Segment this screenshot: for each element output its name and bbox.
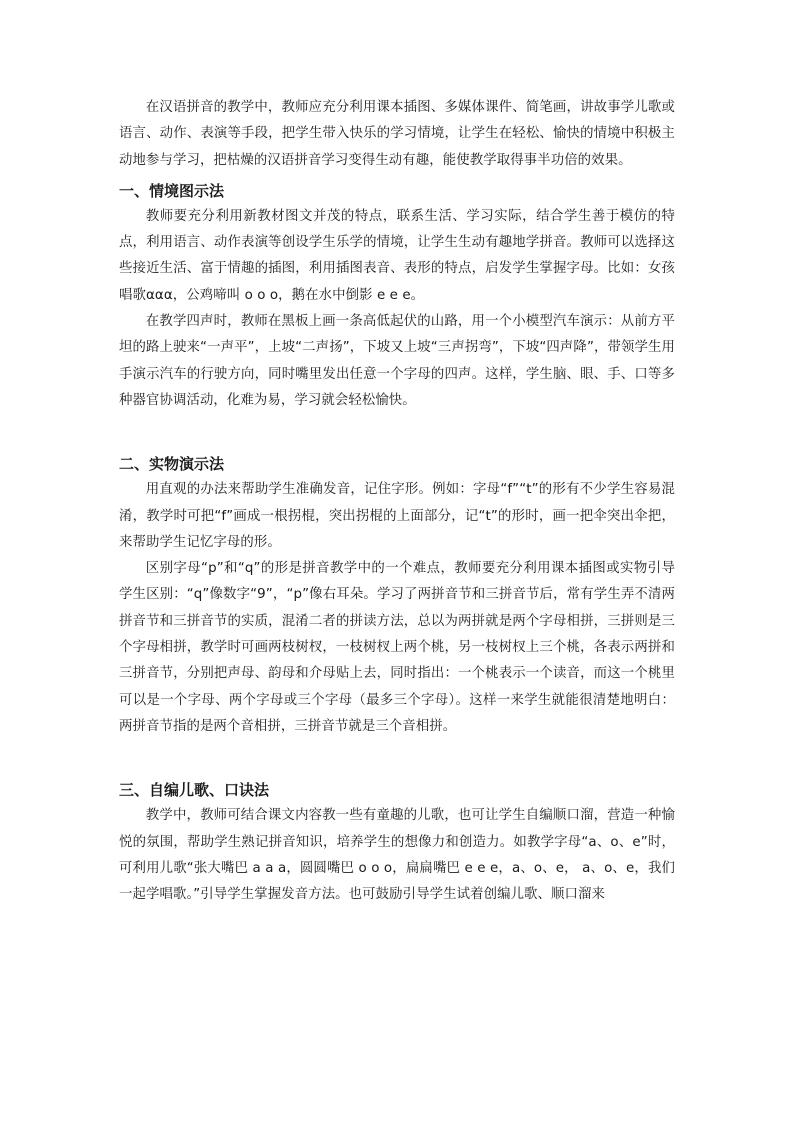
section-1-paragraph-2: 在教学四声时，教师在黑板上画一条高低起伏的山路，用一个小模型汽车演示：从前方平坦的路上驶来“一声平”，上坡“二声扬”，下坡又上坡“三声拐弯”，下坡“四声降”，带领学生用手演示汽车的行驶方向，同时嘴里发出任意一个字母的四声。这样，学生脑、眼、手、口等多种器官协调活动，化难为易，学习就会轻松愉快。	[119, 314, 675, 408]
document-page	[119, 95, 675, 908]
section-spacer	[119, 740, 675, 773]
section-2-paragraph-1: 用直观的办法来帮助学生准确发音，记住字形。例如：字母“f”“t”的形有不少学生容易混淆，教学时可把“f”画成一根拐棍，突出拐棍的上面部分，记“t”的形时，画一把伞突出伞把，来帮助学生记忆字母的形。	[119, 482, 675, 550]
section-1-paragraph-1: 教师要充分利用新教材图文并茂的特点，联系生活、学习实际，结合学生善于模仿的特点，利用语言、动作表演等创设学生乐学的情境，让学生生动有趣地学拼音。教师可以选择这些接近生活、富于情趣的插图，利用插图表音、表形的特点，启发学生掌握字母。比如：女孩唱歌ααα，公鸡啼叫 o o o，鹅在水中倒影 e e e。	[119, 208, 675, 303]
section-3-paragraph-1: 教学中，教师可结合课文内容教一些有童趣的儿歌，也可让学生自编顺口溜，营造一种愉悦的氛围，帮助学生熟记拼音知识，培养学生的想像力和创造力。如教学字母“a、o、e”时，可利用儿歌“张大嘴巴 a a a，圆圆嘴巴 o o o，扁扁嘴巴 e e e，a、o、e， a、o、e，我们一起学唱歌。”引导学生掌握发音方法。也可鼓励引导学生试着创编儿歌、顺口溜来	[119, 808, 675, 903]
intro-paragraph: 在汉语拼音的教学中，教师应充分利用课本插图、多媒体课件、简笔画，讲故事学儿歌或语言、动作、表演等手段，把学生带入快乐的学习情境，让学生在轻松、愉快的情境中积极主动地参与学习，把枯燥的汉语拼音学习变得生动有趣，能使教学取得事半功倍的效果。	[119, 100, 675, 168]
section-2-paragraph-2: 区别字母“p”和“q”的形是拼音教学中的一个难点，教师要充分利用课本插图或实物引导学生区别：“q”像数字“9”，“p”像右耳朵。学习了两拼音节和三拼音节后，常有学生弄不清两拼音节和三拼音节的实质，混淆二者的拼读方法，总以为两拼就是两个字母相拼，三拼则是三个字母相拼，教学时可画两枝树杈，一枝树杈上两个桃，另一枝树杈上三个桃，各表示两拼和三拼音节，分别把声母、韵母和介母贴上去，同时指出：一个桃表示一个读音，而这一个桃里可以是一个字母、两个字母或三个字母（最多三个字母）。这样一来学生就能很清楚地明白：两拼音节指的是两个音相拼，三拼音节就是三个音相拼。	[119, 561, 675, 734]
section-spacer	[119, 414, 675, 447]
section-2-heading: 二、实物演示法	[119, 455, 225, 474]
section-3-heading: 三、自编儿歌、口诀法	[119, 781, 270, 800]
section-1-heading: 一、情境图示法	[119, 181, 225, 200]
